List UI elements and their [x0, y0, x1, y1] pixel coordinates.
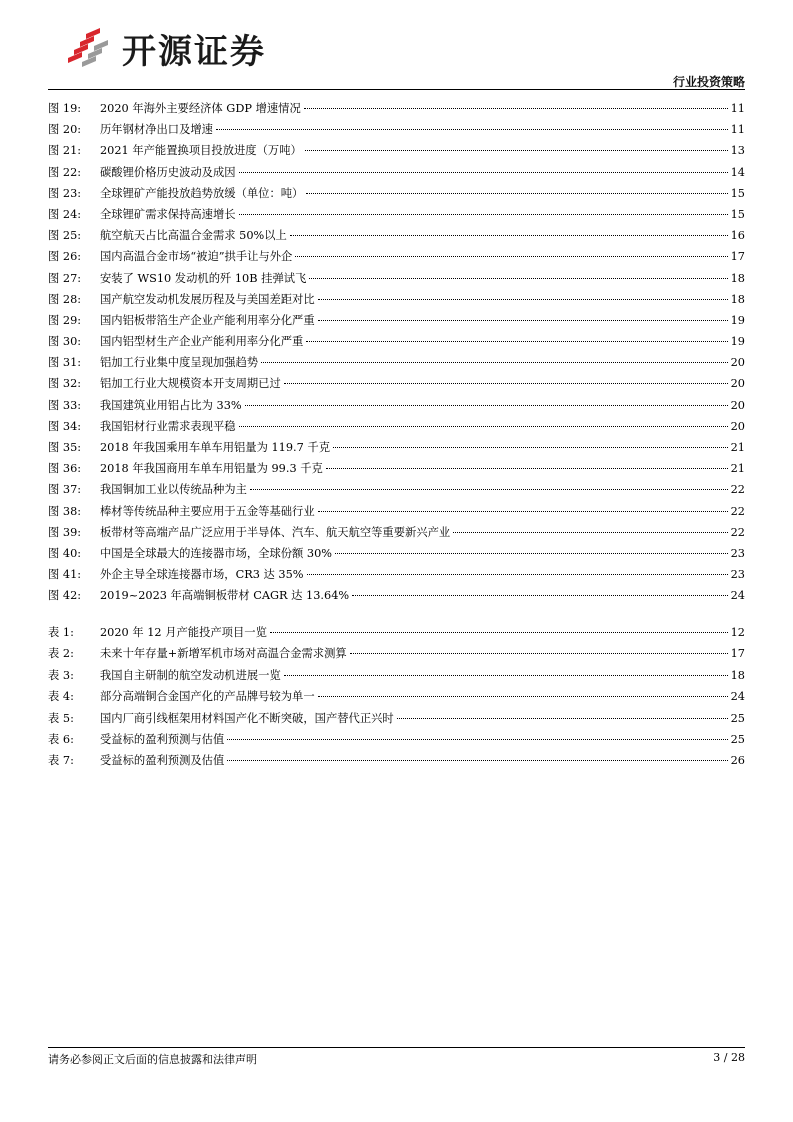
figure-entry-page: 16 [730, 229, 745, 243]
figure-entry[interactable] [48, 352, 745, 373]
figure-entry-leader [290, 235, 728, 236]
figure-entry-title: 铝加工行业大规模资本开支周期已过 [100, 377, 281, 391]
table-entry-leader [270, 632, 728, 633]
figure-entry[interactable] [48, 246, 745, 267]
figure-entry-label: 图 37: [48, 483, 82, 497]
figure-entry[interactable] [48, 458, 745, 479]
figure-entry[interactable] [48, 268, 745, 289]
figure-entry-label: 图 24: [48, 207, 82, 221]
table-entry[interactable] [48, 622, 745, 643]
table-entry-title: 受益标的盈利预测及估值 [100, 754, 225, 768]
figure-entry-title: 我国铜加工业以传统品种为主 [100, 483, 247, 497]
figure-entry-title: 2018 年我国乘用车单车用铝量为 119.7 千克 [100, 441, 331, 454]
figure-entry-label: 图 35: [48, 441, 82, 454]
figure-entry-page: 15 [730, 207, 745, 221]
figure-entry-page: 18 [730, 271, 745, 285]
figure-entry-page: 22 [730, 483, 745, 497]
figure-entry-leader [318, 299, 728, 300]
figure-entry-title: 中国是全球最大的连接器市场，全球份额 30% [100, 546, 333, 560]
header-divider [48, 89, 745, 90]
table-entry-title: 我国自主研制的航空发动机进展一览 [100, 668, 281, 682]
figure-entry-title: 铝加工行业集中度呈现加强趋势 [100, 356, 259, 370]
table-entry-page: 24 [730, 690, 745, 704]
figure-entry-leader [216, 129, 728, 130]
figure-entry[interactable] [48, 119, 745, 140]
figure-entry-title: 板带材等高端产品广泛应用于半导体、汽车、航天航空等重要新兴产业 [100, 525, 451, 539]
figure-entry-label: 图 21: [48, 144, 82, 158]
table-entry-label: 表 7: [48, 754, 74, 768]
figure-entry-title: 全球锂矿需求保持高速增长 [100, 207, 236, 221]
table-entry-title: 国内厂商引线框架用材料国产化不断突破，国产替代正兴时 [100, 711, 394, 725]
figure-entry-label: 图 34: [48, 419, 82, 433]
figure-entry-leader [326, 468, 728, 469]
figure-entry-label: 图 32: [48, 377, 82, 391]
table-entry[interactable] [48, 643, 745, 664]
figure-entry-leader [245, 405, 728, 406]
figure-entry-title: 我国铝材行业需求表现平稳 [100, 419, 236, 433]
table-list [48, 622, 745, 772]
figure-entry-page: 19 [730, 313, 745, 327]
table-entry[interactable] [48, 686, 745, 707]
figure-entry-title: 我国建筑业用铝占比为 33% [100, 398, 242, 412]
figure-entry[interactable] [48, 416, 745, 437]
figure-entry-page: 22 [730, 504, 745, 518]
figure-entry-label: 图 39: [48, 525, 82, 539]
figure-entry[interactable] [48, 395, 745, 416]
figure-entry[interactable] [48, 501, 745, 522]
figure-entry-label: 图 31: [48, 356, 82, 370]
figure-entry-page: 13 [730, 144, 745, 158]
footer-notice: 请务必参阅正文后面的信息披露和法律声明 [48, 1053, 257, 1066]
brand-logo [66, 26, 266, 70]
figure-entry-page: 22 [730, 525, 745, 539]
figure-entry-leader [239, 426, 728, 427]
figure-entry-leader [318, 320, 728, 321]
figure-entry-page: 11 [730, 102, 745, 115]
figure-entry[interactable] [48, 162, 745, 183]
figure-entry-title: 历年钢材净出口及增速 [100, 123, 213, 137]
figure-entry-page: 19 [730, 335, 745, 349]
figure-entry[interactable] [48, 98, 745, 119]
table-entry-label: 表 4: [48, 690, 74, 704]
figure-entry-page: 21 [730, 462, 745, 476]
figure-entry[interactable] [48, 373, 745, 394]
figure-entry-leader [239, 214, 728, 215]
figure-entry-leader [304, 108, 728, 109]
table-entry-title: 部分高端铜合金国产化的产品牌号较为单一 [100, 690, 315, 704]
report-type: 行业投资策略 [672, 75, 745, 89]
table-entry-page: 25 [730, 711, 745, 725]
figure-entry-title: 国内铝型材生产企业产能利用率分化严重 [100, 335, 304, 349]
figure-entry[interactable] [48, 437, 745, 458]
figure-entry-label: 图 25: [48, 229, 82, 243]
figure-entry-title: 2018 年我国商用车单车用铝量为 99.3 千克 [100, 462, 323, 476]
figure-entry-label: 图 27: [48, 271, 82, 285]
figure-entry-page: 21 [730, 441, 745, 454]
figure-list [48, 98, 745, 607]
table-entry[interactable] [48, 750, 745, 771]
figure-entry[interactable] [48, 331, 745, 352]
figure-entry-title: 棒材等传统品种主要应用于五金等基础行业 [100, 504, 315, 518]
figure-entry-page: 15 [730, 186, 745, 200]
figure-entry-label: 图 29: [48, 313, 82, 327]
figure-entry-page: 20 [730, 377, 745, 391]
figure-entry-leader [250, 489, 728, 490]
table-entry[interactable] [48, 708, 745, 729]
table-entry[interactable] [48, 729, 745, 750]
table-entry-page: 18 [730, 668, 745, 682]
table-entry-title: 2020 年 12 月产能投产项目一览 [100, 626, 267, 639]
figure-entry-leader [239, 172, 728, 173]
table-entry-title: 受益标的盈利预测与估值 [100, 732, 225, 746]
table-entry-leader [227, 739, 727, 740]
figure-entry-label: 图 22: [48, 165, 82, 179]
table-entry-leader [397, 718, 728, 719]
figure-entry-leader [306, 341, 727, 342]
figure-entry-page: 18 [730, 292, 745, 306]
table-entry-label: 表 3: [48, 668, 74, 682]
figure-entry[interactable] [48, 585, 745, 606]
figure-entry-label: 图 26: [48, 250, 82, 264]
figure-entry-label: 图 40: [48, 546, 82, 560]
figure-entry[interactable] [48, 183, 745, 204]
figure-entry[interactable] [48, 140, 745, 161]
figure-entry-label: 图 33: [48, 398, 82, 412]
figure-entry-label: 图 23: [48, 186, 82, 200]
table-entry-label: 表 5: [48, 711, 74, 725]
page-number: 3 / 28 [713, 1051, 745, 1064]
figure-entry-leader [306, 193, 727, 194]
figure-entry-page: 20 [730, 398, 745, 412]
table-entry-title: 未来十年存量+新增军机市场对高温合金需求测算 [100, 647, 347, 661]
figure-entry-label: 图 41: [48, 568, 82, 582]
figure-entry-label: 图 30: [48, 335, 82, 349]
table-entry-page: 25 [730, 732, 745, 746]
figure-entry-label: 图 38: [48, 504, 82, 518]
table-entry-leader [350, 653, 728, 654]
figure-entry[interactable] [48, 564, 745, 585]
figure-entry-leader [352, 595, 728, 596]
figure-entry-title: 国内铝板带箔生产企业产能利用率分化严重 [100, 313, 315, 327]
figure-entry-leader [309, 278, 727, 279]
figure-entry-page: 23 [730, 546, 745, 560]
kaiyuan-logo-icon [66, 28, 110, 68]
figure-entry-title: 2021 年产能置换项目投放进度（万吨） [100, 144, 302, 158]
figure-entry-title: 国产航空发动机发展历程及与美国差距对比 [100, 292, 315, 306]
figure-entry-leader [333, 447, 728, 448]
figure-entry-leader [318, 511, 728, 512]
figure-entry-page: 17 [730, 250, 745, 264]
figure-entry-label: 图 36: [48, 462, 82, 476]
figure-entry-page: 14 [730, 165, 745, 179]
figure-entry[interactable] [48, 479, 745, 500]
table-entry-page: 17 [730, 647, 745, 661]
figure-entry-title: 全球锂矿产能投放趋势放缓（单位：吨） [100, 186, 304, 200]
figure-entry[interactable] [48, 310, 745, 331]
table-entry-page: 26 [730, 754, 745, 768]
figure-entry-label: 图 42: [48, 589, 82, 603]
figure-entry-page: 20 [730, 419, 745, 433]
figure-entry-leader [305, 150, 728, 151]
table-entry-label: 表 6: [48, 732, 74, 746]
figure-entry-leader [307, 574, 728, 575]
figure-entry[interactable] [48, 289, 745, 310]
table-entry-leader [227, 760, 727, 761]
figure-entry-title: 2019~2023 年高端铜板带材 CAGR 达 13.64% [100, 589, 350, 603]
figure-entry-title: 2020 年海外主要经济体 GDP 增速情况 [100, 102, 301, 115]
figure-entry-title: 国内高温合金市场“被迫”拱手让与外企 [100, 250, 293, 264]
figure-entry-label: 图 20: [48, 123, 82, 137]
figure-entry-page: 23 [730, 568, 745, 582]
figure-entry-title: 安装了 WS10 发动机的歼 10B 挂弹试飞 [100, 271, 307, 285]
figure-entry-leader [284, 383, 728, 384]
table-entry[interactable] [48, 665, 745, 686]
figure-entry-page: 11 [730, 123, 745, 137]
table-entry-leader [318, 696, 728, 697]
figure-entry-title: 航空航天占比高温合金需求 50%以上 [100, 229, 287, 243]
figure-entry-leader [453, 532, 727, 533]
figure-entry-leader [261, 362, 727, 363]
figure-entry[interactable] [48, 522, 745, 543]
figure-entry-page: 20 [730, 356, 745, 370]
figure-entry-title: 外企主导全球连接器市场，CR3 达 35% [100, 568, 304, 582]
table-entry-label: 表 1: [48, 626, 74, 639]
table-entry-label: 表 2: [48, 647, 74, 661]
figure-entry[interactable] [48, 225, 745, 246]
figure-entry-title: 碳酸锂价格历史波动及成因 [100, 165, 236, 179]
brand-name: 开源证券 [122, 31, 266, 72]
figure-entry-label: 图 19: [48, 102, 82, 115]
figure-entry-leader [295, 256, 727, 257]
footer-divider [48, 1047, 745, 1048]
figure-entry-leader [335, 553, 728, 554]
table-entry-leader [284, 675, 728, 676]
figure-entry[interactable] [48, 543, 745, 564]
figure-entry-label: 图 28: [48, 292, 82, 306]
figure-entry-page: 24 [730, 589, 745, 603]
figure-entry[interactable] [48, 204, 745, 225]
table-entry-page: 12 [730, 626, 745, 639]
